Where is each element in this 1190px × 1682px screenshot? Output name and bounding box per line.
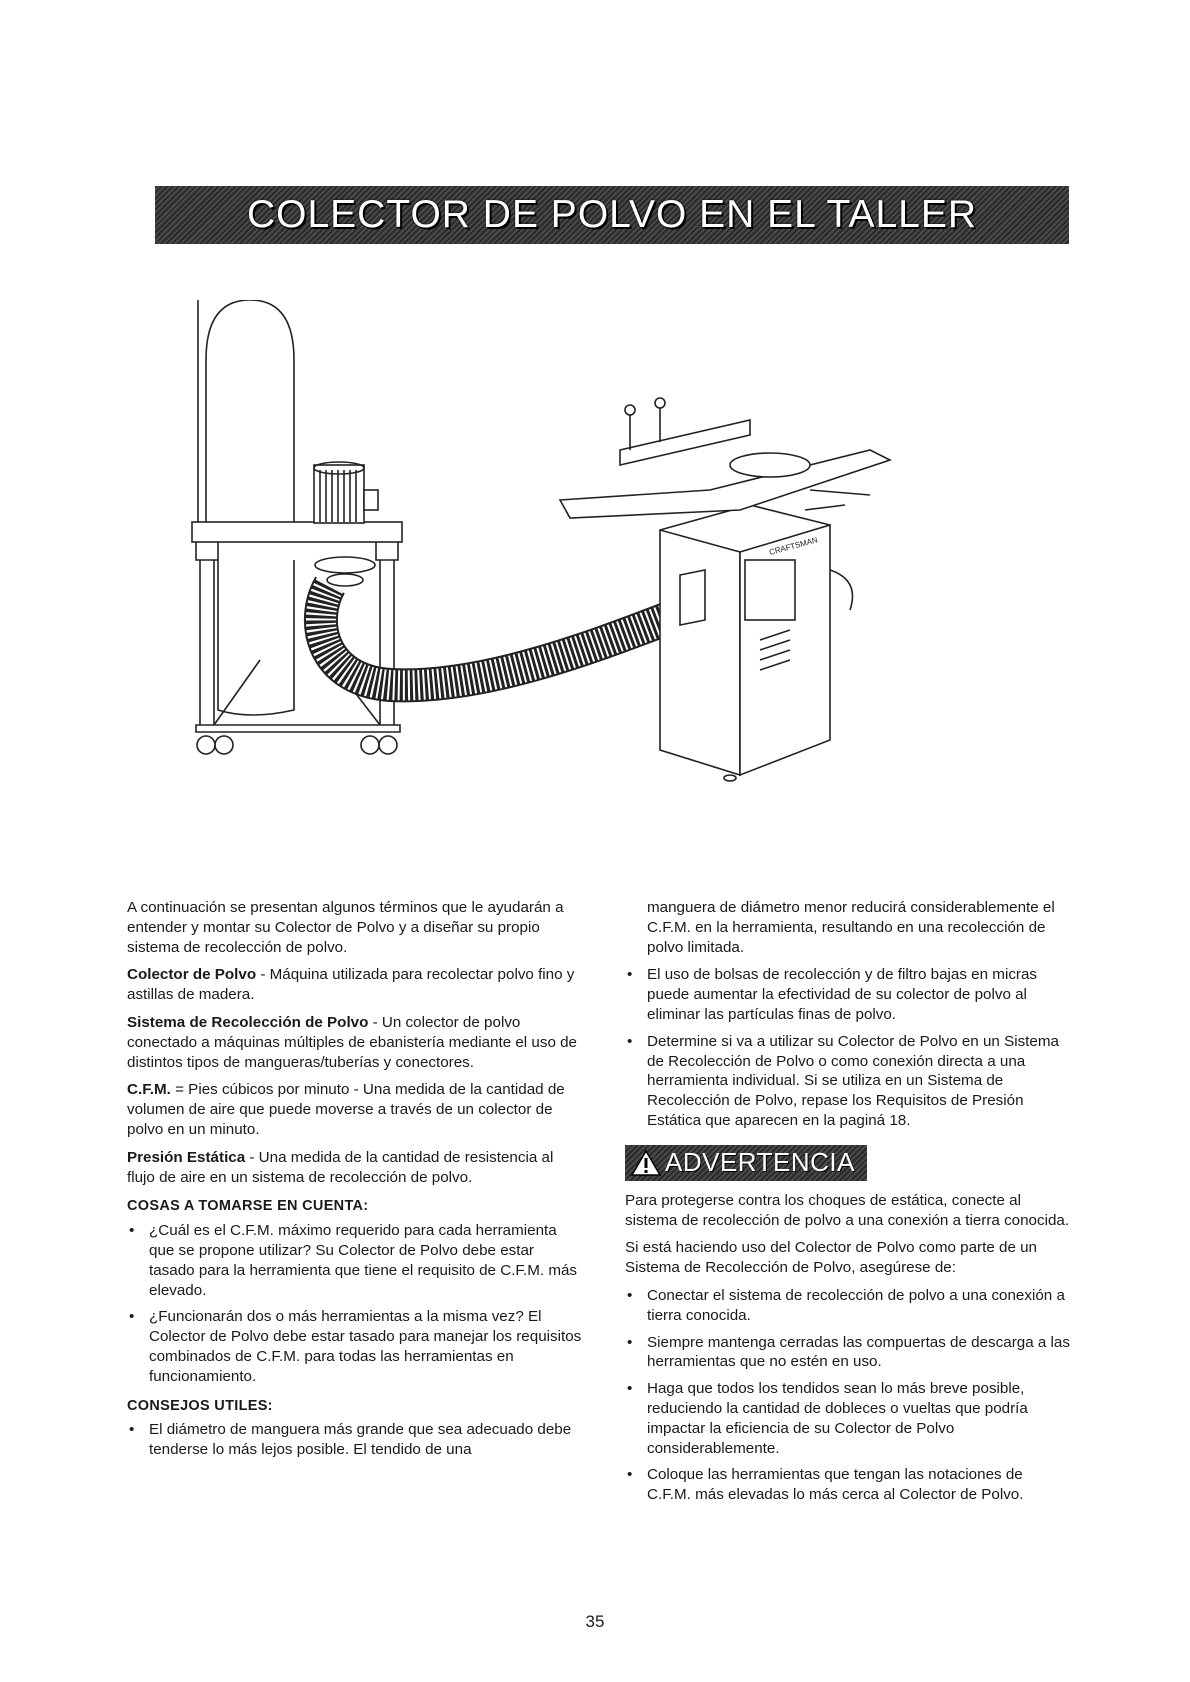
list-item: • Haga que todos los tendidos sean lo más breve posible, reduciendo la cantidad de dobleces o vueltas que podría impactar la eficiencia de su Colector de Polvo considerablemente.: [627, 1380, 1028, 1457]
brand-label: CRAFTSMAN: [768, 535, 819, 557]
heading-cosas: COSAS A TOMARSE EN CUENTA:: [127, 1198, 369, 1215]
warning-label: ADVERTENCIA: [665, 1146, 855, 1177]
intro-paragraph: A continuación se presentan algunos términos que le ayudarán a entender y montar su Colector de Polvo y a diseñar su propio sistema de recolección de polvo.: [127, 899, 564, 956]
warning-banner: [625, 1145, 867, 1181]
system-list: [625, 1286, 1070, 1505]
title-banner: [155, 186, 1069, 244]
consejos-list: [127, 1420, 582, 1460]
list-item: • Determine si va a utilizar su Colector de Polvo en un Sistema de Recolección de Polvo o como conexión directa a una herramienta individual. Si se utiliza en un Sistema de Recolección de Polvo, repase los Requisitos de Presión Estática que aparecen en la paginá 18.: [627, 1032, 1059, 1129]
left-column: [127, 898, 582, 1468]
heading-consejos: CONSEJOS UTILES:: [127, 1397, 273, 1414]
term-colector: Colector de Polvo - Máquina utilizada para recolectar polvo fino y astillas de madera.: [127, 966, 575, 1004]
term-presion: Presión Estática - Una medida de la cantidad de resistencia al flujo de aire en un sistema de recolección de polvo.: [127, 1148, 554, 1186]
tips-list: [625, 965, 1070, 1130]
page-number: 35: [585, 1612, 605, 1631]
right-column: [625, 898, 1070, 1513]
continuation-paragraph: manguera de diámetro menor reducirá considerablemente el C.F.M. en la herramienta, resultando en una recolección de polvo limitada.: [647, 899, 1055, 956]
warning-text: Para protegerse contra los choques de estática, conecte al sistema de recolección de polvo a una conexión a tierra conocida.: [625, 1191, 1070, 1229]
list-item: • El diámetro de manguera más grande que sea adecuado debe tenderse lo más lejos posible. El tendido de una: [129, 1421, 572, 1459]
page-title: COLECTOR DE POLVO EN EL TALLER: [246, 193, 978, 236]
term-sistema: Sistema de Recolección de Polvo - Un colector de polvo conectado a máquinas múltiples de ebanistería mediante el uso de distintos tipos de mangueras/tuberías y conectores.: [127, 1013, 578, 1071]
list-item: • ¿Cuál es el C.F.M. máximo requerido para cada herramienta que se propone utilizar? Su Colector de Polvo debe estar tasado para la herramienta que tiene el requisito de C.F.M. más elevado.: [129, 1222, 578, 1299]
cosas-list: [127, 1221, 582, 1386]
list-item: • ¿Funcionarán dos o más herramientas a la misma vez? El Colector de Polvo debe estar tasado para manejar los requisitos combinados de C.F.M. para todas las herramientas en funcionamiento.: [129, 1308, 582, 1385]
list-item: • Siempre mantenga cerradas las compuertas de descarga a las herramientas que no estén en uso.: [627, 1333, 1070, 1371]
list-item: • El uso de bolsas de recolección y de filtro bajas en micras puede aumentar la efectividad de su colector de polvo al eliminar las partículas finas de polvo.: [627, 966, 1038, 1023]
warning-triangle-icon: [631, 1149, 661, 1177]
list-item: • Coloque las herramientas que tengan las notaciones de C.F.M. más elevadas lo más cerca al Colector de Polvo.: [627, 1466, 1024, 1504]
term-cfm: C.F.M. = Pies cúbicos por minuto - Una medida de la cantidad de volumen de aire que puede moverse a través de un colector de polvo en un minuto.: [127, 1081, 565, 1138]
dust-collector-illustration: [190, 300, 970, 840]
list-item: • Conectar el sistema de recolección de polvo a una conexión a tierra conocida.: [627, 1286, 1065, 1324]
system-intro: Si está haciendo uso del Colector de Polvo como parte de un Sistema de Recolección de Polvo, asegúrese de:: [625, 1239, 1038, 1277]
